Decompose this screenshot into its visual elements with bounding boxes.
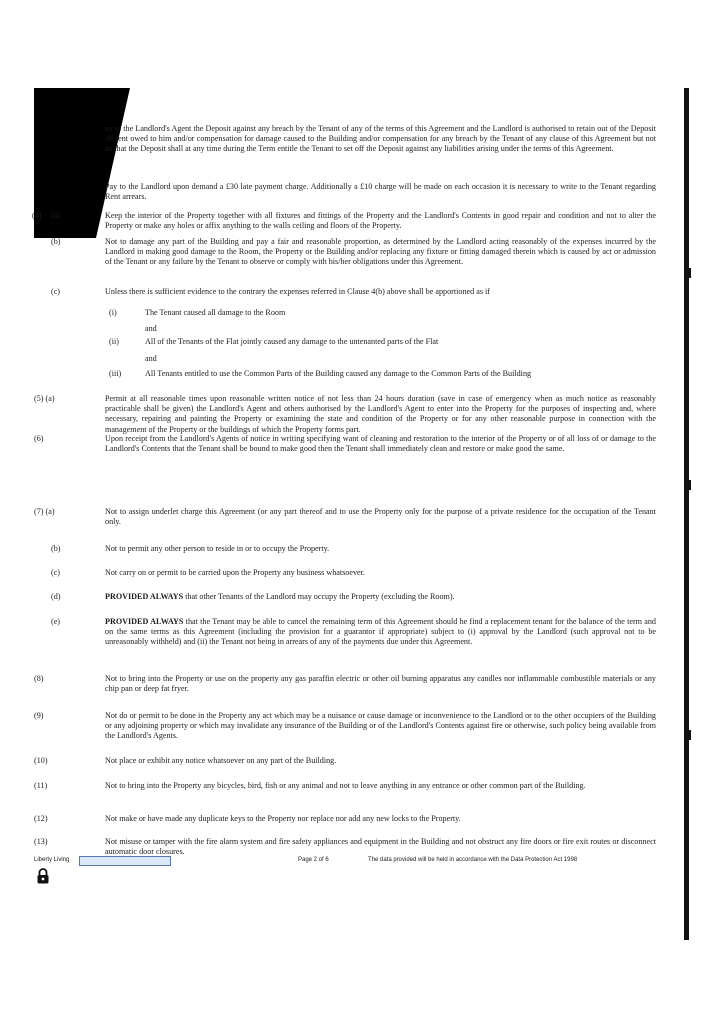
clause-number: (7) (a) (34, 507, 55, 516)
clause-4c (34, 287, 656, 297)
clause-4b (34, 237, 656, 268)
clause-text: Not to bring into the Property any bicycles, bird, fish or any animal and not to leave anything in any entrance or other common part of the Building. (105, 781, 586, 790)
clause-number: (9) (34, 711, 44, 720)
and-connector: and (145, 324, 157, 333)
clause-text: Not misuse or tamper with the fire alarm system and fire safety appliances and equipment in the Building and not obstruct any fire doors or fire exit routes or disconnect automatic door closures. (105, 837, 656, 857)
clause-6 (34, 434, 656, 454)
scan-edge-dash (688, 268, 691, 278)
clause-text: Not carry on or permit to be carried upon the Property any business whatsoever. (105, 568, 365, 577)
clause-12 (34, 814, 656, 824)
clause-number: (11) (34, 781, 48, 790)
clause-sub: (b) (51, 237, 61, 246)
clause-text: Permit at all reasonable times upon reasonable written notice of not less than 24 hours duration (save in case of emergency when as much notice as reasonably practicable shall be given) the Landlord's Agent and others authorised by the Landlord's Agent to enter into the Property for the purposes of inspecting and, where necessary, repairing and painting the Property or examining the state and condition of the Property or for any other reasonable purpose in connection with the management of the Property or the buildings of which the Property forms part. (105, 394, 656, 434)
clause-9 (34, 711, 656, 742)
footer-page-number: Page 2 of 6 (298, 857, 329, 863)
clause-sub: (d) (51, 592, 61, 601)
clause-13 (34, 837, 656, 857)
list-number: (iii) (109, 369, 122, 378)
clause-text: Keep the interior of the Property together with all fixtures and fittings of the Property and the Landlord's Contents in good repair and condition and not to alter the Property or make any holes or affix anything to the walls ceiling and floors of the Property. (105, 211, 656, 231)
clause-text: Not make or have made any duplicate keys to the Property nor replace nor add any new locks to the Property. (105, 814, 461, 823)
clause-text: Not to bring into the Property or use on the property any gas paraffin electric or other oil burning apparatus any candles nor inflammable combustible materials or any chip pan or deep fat fryer. (105, 674, 656, 694)
clause-number: (12) (34, 814, 48, 823)
clause-number: (8) (34, 674, 44, 683)
clause-number: (10) (34, 756, 48, 765)
footer-form-field[interactable] (79, 856, 171, 866)
clause-10 (34, 756, 656, 766)
clause-text-rest: that other Tenants of the Landlord may occupy the Property (excluding the Room). (183, 592, 455, 601)
clause-sub: (c) (51, 287, 61, 296)
clause-text: Not to assign underlet charge this Agreement (or any part thereof and to use the Property only for the purpose of a private residence for the occupation of the Tenant only. (105, 507, 656, 527)
clause-text-rest: that the Tenant may be able to cancel the remaining term of this Agreement should he find a replacement tenant for the balance of the term and on the same terms as this Agreement (including the provision for a guarantor if appropriate) subject to (i) approval by the Landlord (such approval not to be unreasonably withheld) and (ii) the Tenant not being in arrears of any of the payments due under this Agreement. (105, 617, 656, 647)
list-text: All Tenants entitled to use the Common Parts of the Building caused any damage to the Common Parts of the Building (145, 369, 532, 378)
clause-text: Not to permit any other person to reside in or to occupy the Property. (105, 544, 330, 553)
provided-always-bold: PROVIDED ALWAYS (105, 592, 184, 601)
clause-7a (34, 507, 656, 527)
scan-edge-dash (688, 480, 691, 490)
clause-number: (4) (32, 211, 42, 220)
clause-5a (34, 394, 656, 435)
clause-7e (34, 617, 656, 648)
clause-text (105, 617, 656, 648)
clause-text: Not do or permit to be done in the Property any act which may be a nuisance or cause damage or inconvenience to the Landlord or to the other occupiers of the Building or any adjoining property or which may invalidate any insurance of the Building or of the Landlord's Contents against fire or otherwise, such policy being available from the Landlord's Agents. (105, 711, 656, 741)
clause-sub: (e) (51, 617, 61, 626)
provided-always-bold: PROVIDED ALWAYS (105, 617, 184, 626)
clause-text: Not to damage any part of the Building and pay a fair and reasonable proportion, as determined by the Landlord acting reasonably of the expenses incurred by the Landlord in making good damage to the Room, the Property or the Building and/or replacing any fixture or fitting damaged therein which is caused by act or admission of the Tenant or any failure by the Tenant to observe or comply with his/her obligations under this Agreement. (105, 237, 656, 267)
clause-text: Not place or exhibit any notice whatsoever on any part of the Building. (105, 756, 337, 765)
clause-7c (34, 568, 656, 578)
footer-data-protection: The data provided will be held in accordance with the Data Protection Act 1998 (368, 857, 578, 863)
clause-7b (34, 544, 656, 554)
clause-11 (34, 781, 656, 791)
lock-icon (36, 868, 50, 884)
clause-number: (13) (34, 837, 48, 846)
intro-paragraph-deposit: ay to the Landlord's Agent the Deposit against any breach by the Tenant of any of the terms of this Agreement and the Landlord is authorised to retain out of the Deposit all rent owed to him and/or compensation for damage caused to the Building and/or compensation for any breach by the Tenant of any clause of this Agreement but not so that the Deposit shall at any time during the Term entitle the Tenant to set off the Deposit against any liabilities arising under the terms of this Agreement. (105, 124, 656, 154)
list-text: The Tenant caused all damage to the Room (145, 308, 286, 317)
clause-sub: (a) (51, 211, 61, 220)
list-number: (i) (109, 308, 117, 317)
list-text: All of the Tenants of the Flat jointly caused any damage to the untenanted parts of the Flat (145, 337, 439, 346)
scan-edge-dash (688, 730, 691, 740)
clause-text: Upon receipt from the Landlord's Agents of notice in writing specifying want of cleaning and restoration to the interior of the Property or of all loss of or damage to the Landlord's Contents that the Tenant shall be bound to make good then the Tenant shall immediately clean and restore or make good the same. (105, 434, 656, 454)
and-connector: and (145, 354, 157, 363)
clause-number: (5) (a) (34, 394, 55, 403)
clause-text: Unless there is sufficient evidence to the contrary the expenses referred in Clause 4(b) above shall be apportioned as if (105, 287, 490, 296)
clause-text (105, 592, 656, 602)
list-number: (ii) (109, 337, 119, 346)
clause-sub: (b) (51, 544, 61, 553)
clause-sub: (c) (51, 568, 61, 577)
clause-7d (34, 592, 656, 602)
footer-org: Liberty Living (34, 857, 70, 863)
intro-paragraph-late-payment: Pay to the Landlord upon demand a £30 late payment charge. Additionally a £10 charge will be made on each occasion it is necessary to write to the Tenant regarding Rent arrears. (105, 182, 656, 202)
scan-edge-line (684, 88, 689, 940)
clause-4a (34, 211, 656, 231)
clause-8 (34, 674, 656, 694)
clause-number: (6) (34, 434, 44, 443)
